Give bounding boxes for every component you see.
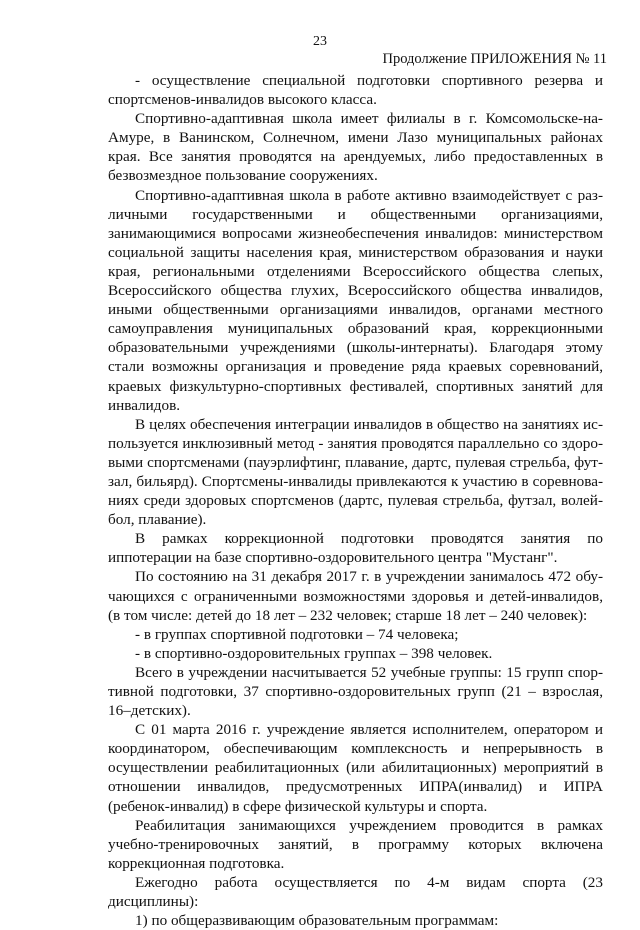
list-item: - в группах спортивной подготовки – 74 человека; — [135, 625, 459, 643]
body-text — [108, 71, 603, 930]
paragraph: Реабилитация занимающихся учреждением проводится в рамках учебно-тренировочных занятий, в программу которых включена коррекционная подготовка. — [108, 816, 603, 872]
running-head: Продолжение ПРИЛОЖЕНИЯ № 11 — [382, 51, 607, 67]
paragraph: Всего в учреждении насчитывается 52 учебные группы: 15 групп спортивной подготовки, 37 спортивно-оздоровительных групп (21 – взрослая, 16–детских). — [108, 663, 603, 720]
paragraph: По состоянию на 31 декабря 2017 г. в учреждении занималось 472 обучающихся с ограниченными возможностями здоровья и детей-инвалидов, (в том числе: детей до 18 лет – 232 человек; старше 18 лет – 240 человек): — [108, 568, 603, 624]
paragraph: Спортивно-адаптивная школа имеет филиалы в г. Комсомольске-на-Амуре, в Ванинском, Солнечном, имени Лазо муниципальных районах края. Все занятия проводятся на арендуемых, либо предоставленных в безвозмездное пользование сооружениях. — [108, 110, 603, 185]
paragraph: Ежегодно работа осуществляется по 4-м видам спорта (23 дисциплины): — [108, 873, 603, 911]
paragraph: Спортивно-адаптивная школа в работе активно взаимодействует с различными государственными и общественными организациями, занимающимися вопросами жизнеобеспечения инвалидов: министерством социальной защиты населения края, министерством образования и науки края, региональными отделениями Всероссийского общества слепых, Всероссийского общества глухих, Всероссийского общества инвалидов, иными общественными организациями инвалидов, органами местного самоуправления муниципальных образований края, коррекционными образовательными учреждениями (школы-интернаты). Благодаря этому стали возможны организация и проведение ряда краевых соревнований, краевых физкультурно-спортивных фестивалей, спортивных занятий для инвалидов. — [108, 186, 603, 414]
paragraph: С 01 марта 2016 г. учреждение является исполнителем, оператором и координатором, обеспечивающим комплексность и непрерывность в осуществлении реабилитационных (или абилитационных) мероприятий в отношении инвалидов, предусмотренных ИПРА(инвалид) и ИПРА (ребенок-инвалид) в сфере физической культуры и спорта. — [108, 721, 603, 815]
list-item: 1) по общеразвивающим образовательным программам: — [135, 912, 499, 930]
list-item: - в спортивно-оздоровительных группах – 398 человек. — [135, 644, 493, 662]
paragraph: В рамках коррекционной подготовки проводятся занятия по иппотерации на базе спортивно-оздоровительного центра "Мустанг". — [108, 530, 603, 567]
paragraph: - осуществление специальной подготовки спортивного резерва и спортсменов-инвалидов высокого класса. — [108, 72, 603, 109]
page-number: 23 — [313, 34, 327, 49]
paragraph: В целях обеспечения интеграции инвалидов в общество на занятиях используется инклюзивный метод - занятия проводятся параллельно со здоровыми спортсменами (пауэрлифтинг, плавание, дартс, пулевая стрельба, футзал, бильярд). Спортсмены-инвалиды привлекаются к участию в соревнованиях среди здоровых спортсменов (дартс, пулевая стрельба, футзал, волейбол, плавание). — [108, 415, 603, 529]
